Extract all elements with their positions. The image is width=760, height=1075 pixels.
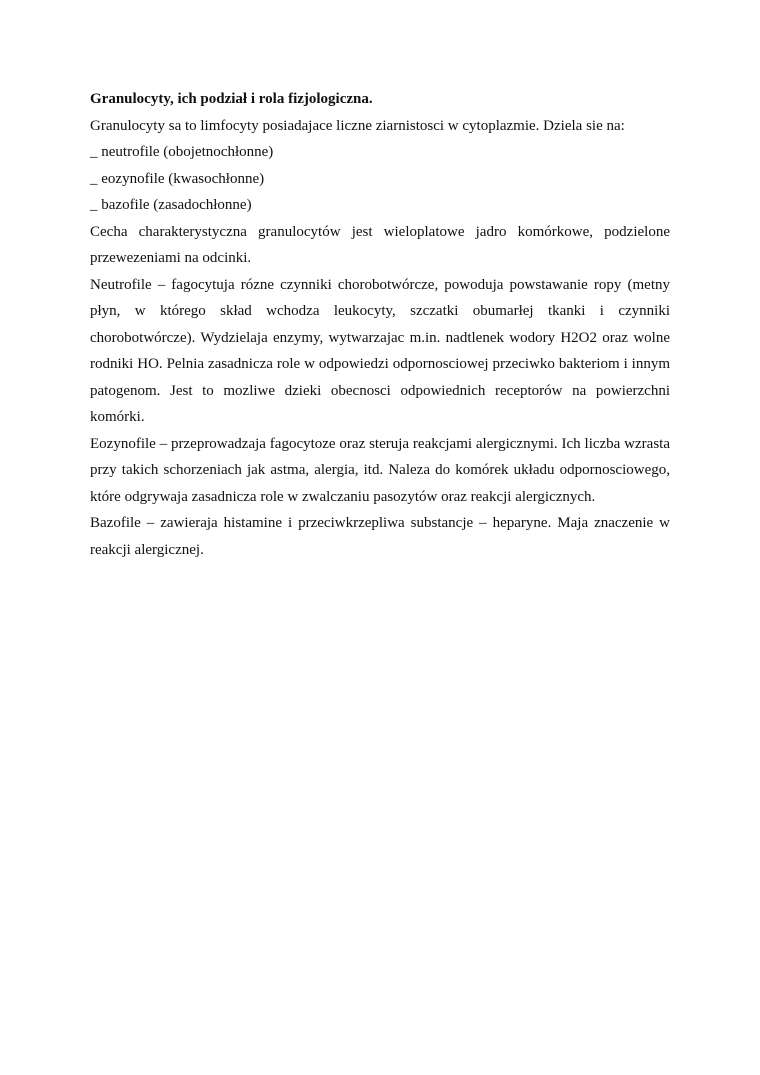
list-item: _ eozynofile (kwasochłonne): [90, 170, 265, 187]
document-page: [90, 86, 670, 563]
paragraph-eozynofile: Eozynofile – przeprowadzaja fagocytoze oraz steruja reakcjami alergicznymi. Ich liczba wzrasta przy takich schorzeniach jak astma, alergia, itd. Naleza do komórek układu odpornosciowego, które odgrywaja zasadnicza role w zwalczaniu pasozytów oraz reakcji alergicznych.: [90, 435, 670, 505]
intro-paragraph: Granulocyty sa to limfocyty posiadajace liczne ziarnistosci w cytoplazmie. Dziela sie na:: [90, 117, 625, 134]
document-title: Granulocyty, ich podział i rola fizjologiczna.: [90, 91, 373, 107]
paragraph-neutrofile: Neutrofile – fagocytuja rózne czynniki chorobotwórcze, powoduja powstawanie ropy (metny płyn, w którego skład wchodza leukocyty, szczatki obumarłej tkanki i czynniki chorobotwórcze). Wydzielaja enzymy, wytwarzajac m.in. nadtlenek wodory H2O2 oraz wolne rodniki HO. Pelnia zasadnicza role w odpowiedzi odpornosciowej przeciwko bakteriom i innym patogenom. Jest to mozliwe dzieki obecnosci odpowiednich receptorów na powierzchni komórki.: [90, 276, 670, 425]
paragraph-bazofile: Bazofile – zawieraja histamine i przeciwkrzepliwa substancje – heparyne. Maja znaczenie w reakcji alergicznej.: [90, 515, 670, 558]
list-item: _ neutrofile (obojetnochłonne): [90, 144, 274, 160]
list-item: _ bazofile (zasadochłonne): [90, 197, 252, 213]
paragraph-cecha: Cecha charakterystyczna granulocytów jest wieloplatowe jadro komórkowe, podzielone przewezeniami na odcinki.: [90, 223, 670, 266]
